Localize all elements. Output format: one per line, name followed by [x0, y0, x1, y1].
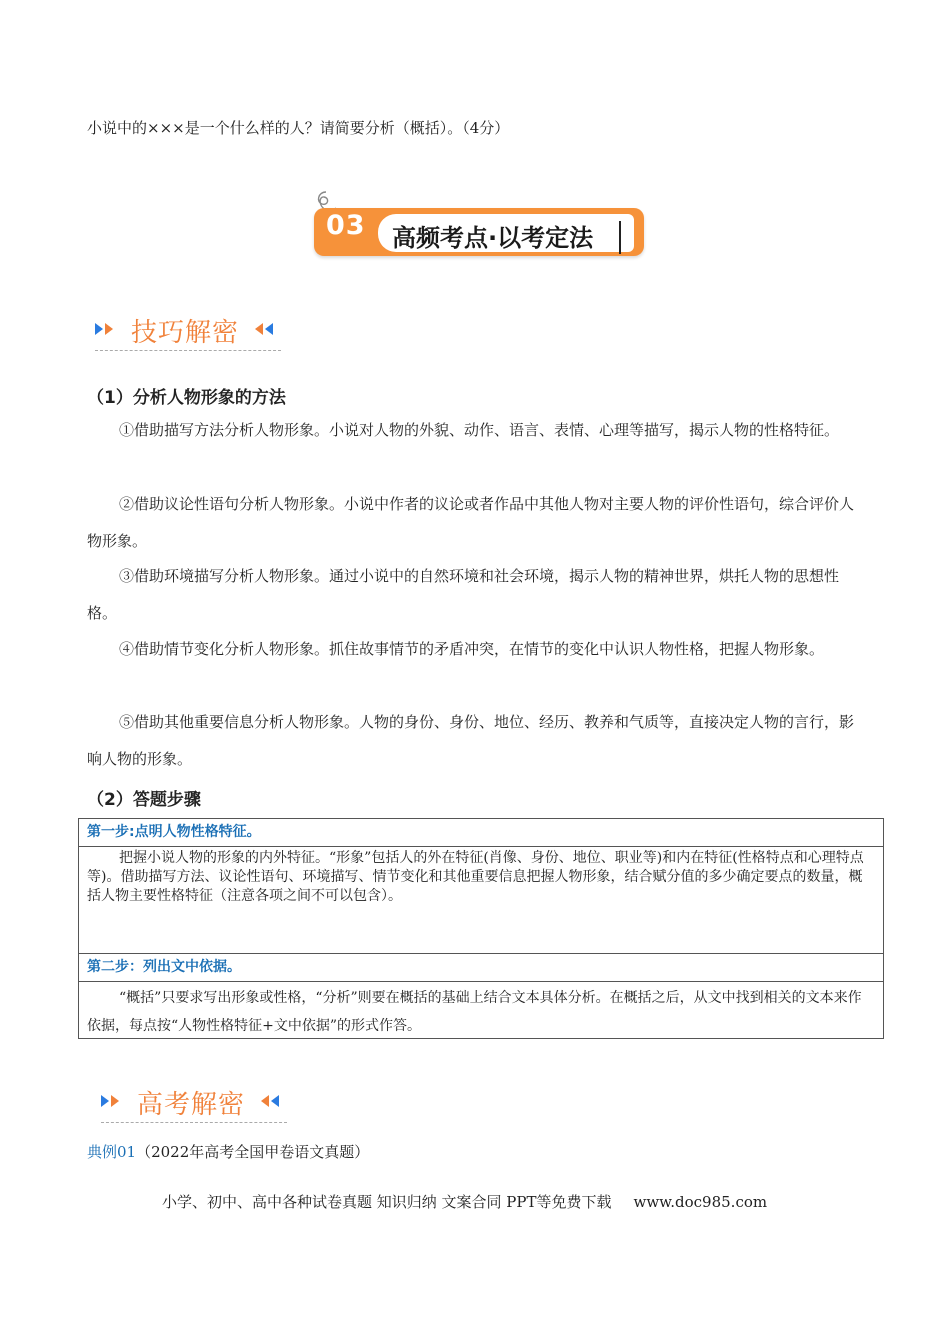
section-divider	[95, 350, 281, 351]
banner-title: 高频考点·以考定法	[392, 224, 594, 252]
method-item-4: ④借助情节变化分析人物形象。抓住故事情节的矛盾冲突，在情节的变化中认识人物性格，把握人物形象。	[119, 640, 825, 658]
section-banner	[312, 188, 646, 270]
banner-number: 03	[326, 210, 366, 241]
question-text: 小说中的×××是一个什么样的人？请简要分析（概括）。（4分）	[87, 119, 510, 137]
section-skills-label: 技巧解密	[131, 318, 240, 348]
example-source: （2022年高考全国甲卷语文真题）	[136, 1143, 370, 1161]
step2-body: “概括”只要求写出形象或性格，“分析”则要在概括的基础上结合文本具体分析。在概括之后，从文中找到相关的文本来作依据，每点按“人物性格特征+文中依据”的形式作答。	[87, 990, 862, 1034]
method-item-2: ②借助议论性语句分析人物形象。小说中作者的议论或者作品中其他人物对主要人物的评价性语句，综合评价人物形象。	[87, 495, 855, 550]
double-arrow-left-icon	[255, 321, 279, 337]
steps-table	[78, 818, 884, 1039]
footer-site-link[interactable]: www.doc985.com	[633, 1193, 768, 1211]
method-heading: （1）分析人物形象的方法	[87, 388, 286, 408]
section-divider	[101, 1122, 287, 1123]
section-exam-label: 高考解密	[137, 1090, 246, 1120]
steps-heading: （2）答题步骤	[87, 790, 201, 810]
text-cursor	[619, 221, 621, 254]
section-exam-header	[101, 1082, 291, 1127]
method-item-3: ③借助环境描写分析人物形象。通过小说中的自然环境和社会环境，揭示人物的精神世界，烘托人物的思想性格。	[87, 567, 840, 622]
double-arrow-right-icon	[101, 1093, 125, 1109]
footer	[162, 1191, 767, 1212]
double-arrow-right-icon	[95, 321, 119, 337]
example-tag: 典例01	[87, 1143, 137, 1161]
example-line	[87, 1141, 369, 1162]
step2-title: 第二步：列出文中依据。	[79, 954, 883, 982]
method-item-1: ①借助描写方法分析人物形象。小说对人物的外貌、动作、语言、表情、心理等描写，揭示人物的性格特征。	[119, 421, 840, 439]
step1-title: 第一步:点明人物性格特征。	[79, 819, 883, 847]
method-item-5: ⑤借助其他重要信息分析人物形象。人物的身份、身份、地位、经历、教养和气质等，直接决定人物的言行，影响人物的形象。	[87, 713, 855, 768]
section-skills-header	[95, 310, 285, 355]
step1-body: 把握小说人物的形象的内外特征。“形象”包括人的外在特征(肖像、身份、地位、职业等)和内在特征(性格特点和心理特点等)。借助描写方法、议论性语句、环境描写、情节变化和其他重要信息把握人物形象，结合赋分值的多少确定要点的数量，概括人物主要性格特征（注意各项之间不可以包含）。	[79, 847, 883, 954]
footer-text: 小学、初中、高中各种试卷真题 知识归纳 文案合同 PPT等免费下载	[162, 1193, 612, 1211]
double-arrow-left-icon	[261, 1093, 285, 1109]
